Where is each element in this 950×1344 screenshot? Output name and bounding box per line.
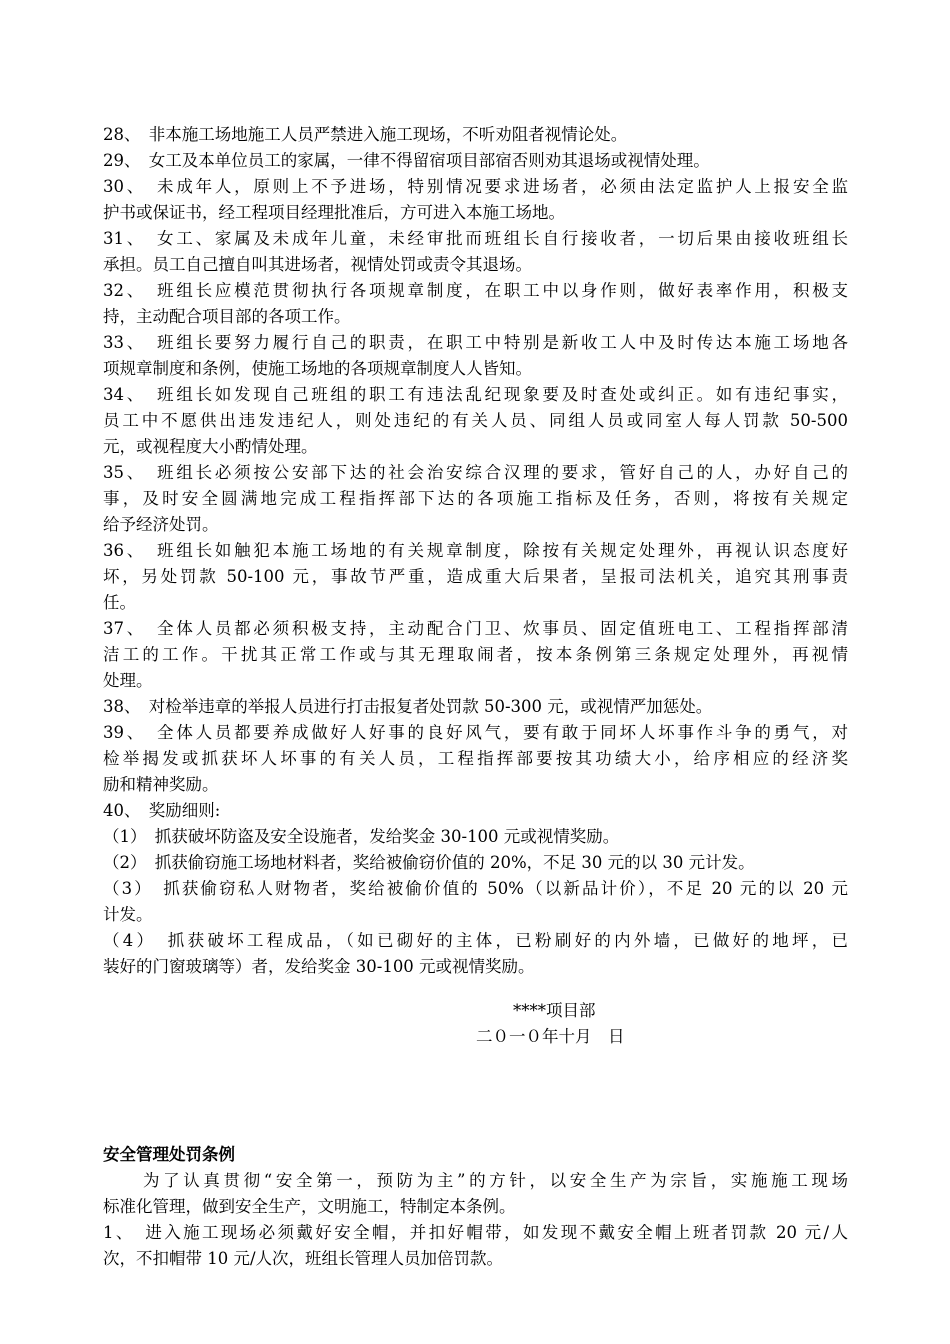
text-line: 28、 非本施工场地施工人员严禁进入施工现场，不听劝阻者视情论处。 bbox=[103, 125, 628, 144]
text-line: 承担。员工自己擅自叫其进场者，视情处罚或责令其退场。 bbox=[103, 255, 532, 274]
rule-paragraph bbox=[103, 278, 848, 330]
text-line: 33、 班组长要努力履行自己的职责，在职工中特别是新收工人中及时传达本施工场地各 bbox=[103, 333, 848, 352]
rule-paragraph bbox=[103, 330, 848, 382]
text-line: 30、 未成年人，原则上不予进场，特别情况要求进场者，必须由法定监护人上报安全监 bbox=[103, 177, 848, 196]
text-line: （3） 抓获偷窃私人财物者，奖给被偷价值的 50%（以新品计价），不足 20 元的以 20 元 bbox=[103, 879, 848, 898]
rule-paragraph bbox=[103, 122, 848, 148]
text-line: 35、 班组长必须按公安部下达的社会治安综合汉理的要求，管好自己的人，办好自己的 bbox=[103, 463, 848, 482]
text-line: 31、 女工、家属及未成年儿童，未经审批而班组长自行接收者，一切后果由接收班组长 bbox=[103, 229, 848, 248]
text-line: 项规章制度和条例，使施工场地的各项规章制度人人皆知。 bbox=[103, 359, 532, 378]
rule-paragraph bbox=[103, 1220, 848, 1272]
text-line: 计发。 bbox=[103, 905, 153, 924]
rule-paragraph bbox=[103, 798, 848, 824]
text-line: 39、 全体人员都要养成做好人好事的良好风气，要有敢于同坏人坏事作斗争的勇气，对 bbox=[103, 723, 848, 742]
text-line: 励和精神奖励。 bbox=[103, 775, 219, 794]
text-line: 员工中不愿供出违发违纪人，则处违纪的有关人员、同组人员或同室人每人罚款 50-500 bbox=[103, 411, 848, 430]
text-line: 1、 进入施工现场必须戴好安全帽，并扣好帽带，如发现不戴安全帽上班者罚款 20 元/人 bbox=[103, 1223, 848, 1242]
rule-paragraph bbox=[103, 616, 848, 694]
text-line: 洁工的工作。干扰其正常工作或与其无理取闹者，按本条例第三条规定处理外，再视情 bbox=[103, 645, 848, 664]
text-line: 标准化管理，做到安全生产，文明施工，特制定本条例。 bbox=[103, 1197, 516, 1216]
rule-paragraph bbox=[103, 876, 848, 928]
rule-paragraph bbox=[103, 850, 848, 876]
text-line: 持，主动配合项目部的各项工作。 bbox=[103, 307, 351, 326]
text-line: 次，不扣帽带 10 元/人次，班组长管理人员加倍罚款。 bbox=[103, 1249, 504, 1268]
text-line: 给予经济处罚。 bbox=[103, 515, 219, 534]
rule-paragraph bbox=[103, 694, 848, 720]
text-line: 32、 班组长应模范贯彻执行各项规章制度，在职工中以身作则，做好表率作用，积极支 bbox=[103, 281, 848, 300]
text-line: （2） 抓获偷窃施工场地材料者，奖给被偷窃价值的 20%，不足 30 元的以 30 元计发。 bbox=[103, 853, 755, 872]
text-line: 任。 bbox=[103, 593, 136, 612]
text-line: 34、 班组长如发现自己班组的职工有违法乱纪现象要及时查处或纠正。如有违纪事实， bbox=[103, 385, 848, 404]
signature-org: ****项目部 bbox=[513, 1001, 596, 1020]
signature-date: 二０一０年十月 日 bbox=[476, 1027, 625, 1046]
text-line: 元，或视程度大小酌情处理。 bbox=[103, 437, 318, 456]
rules-list bbox=[103, 122, 848, 980]
text-line: 40、 奖励细则: bbox=[103, 801, 221, 820]
section-intro bbox=[103, 1168, 848, 1220]
text-line: 36、 班组长如触犯本施工场地的有关规章制度，除按有关规定处理外，再视认识态度好 bbox=[103, 541, 848, 560]
text-line: 事，及时安全圆满地完成工程指挥部下达的各项施工指标及任务，否则，将按有关规定 bbox=[103, 489, 848, 508]
rule-paragraph bbox=[103, 174, 848, 226]
text-line: 为了认真贯彻“安全第一，预防为主”的方针，以安全生产为宗旨，实施施工现场 bbox=[143, 1171, 848, 1190]
text-line: 38、 对检举违章的举报人员进行打击报复者处罚款 50-300 元，或视情严加惩处。 bbox=[103, 697, 713, 716]
section-title: 安全管理处罚条例 bbox=[103, 1145, 235, 1164]
text-line: 检举揭发或抓获坏人坏事的有关人员，工程指挥部要按其功绩大小，给序相应的经济奖 bbox=[103, 749, 848, 768]
text-line: （4） 抓获破坏工程成品，（如已砌好的主体，已粉刷好的内外墙，已做好的地坪，已 bbox=[103, 931, 848, 950]
rule-paragraph bbox=[103, 538, 848, 616]
text-line: 处理。 bbox=[103, 671, 153, 690]
text-line: 坏，另处罚款 50-100 元，事故节严重，造成重大后果者，呈报司法机关，追究其刑事责 bbox=[103, 567, 848, 586]
rule-paragraph bbox=[103, 148, 848, 174]
text-line: 护书或保证书，经工程项目经理批准后，方可进入本施工场地。 bbox=[103, 203, 565, 222]
text-line: （1） 抓获破坏防盗及安全设施者，发给奖金 30-100 元或视情奖励。 bbox=[103, 827, 620, 846]
rule-paragraph bbox=[103, 928, 848, 980]
rule-paragraph bbox=[103, 226, 848, 278]
text-line: 37、 全体人员都必须积极支持，主动配合门卫、炊事员、固定值班电工、工程指挥部清 bbox=[103, 619, 848, 638]
section-items bbox=[103, 1220, 848, 1272]
rule-paragraph bbox=[103, 382, 848, 460]
text-line: 29、 女工及本单位员工的家属，一律不得留宿项目部宿否则劝其退场或视情处理。 bbox=[103, 151, 710, 170]
rule-paragraph bbox=[103, 824, 848, 850]
rule-paragraph bbox=[103, 720, 848, 798]
rule-paragraph bbox=[103, 460, 848, 538]
signature-block bbox=[103, 998, 848, 1050]
document-page bbox=[103, 122, 848, 1272]
text-line: 装好的门窗玻璃等）者，发给奖金 30-100 元或视情奖励。 bbox=[103, 957, 535, 976]
